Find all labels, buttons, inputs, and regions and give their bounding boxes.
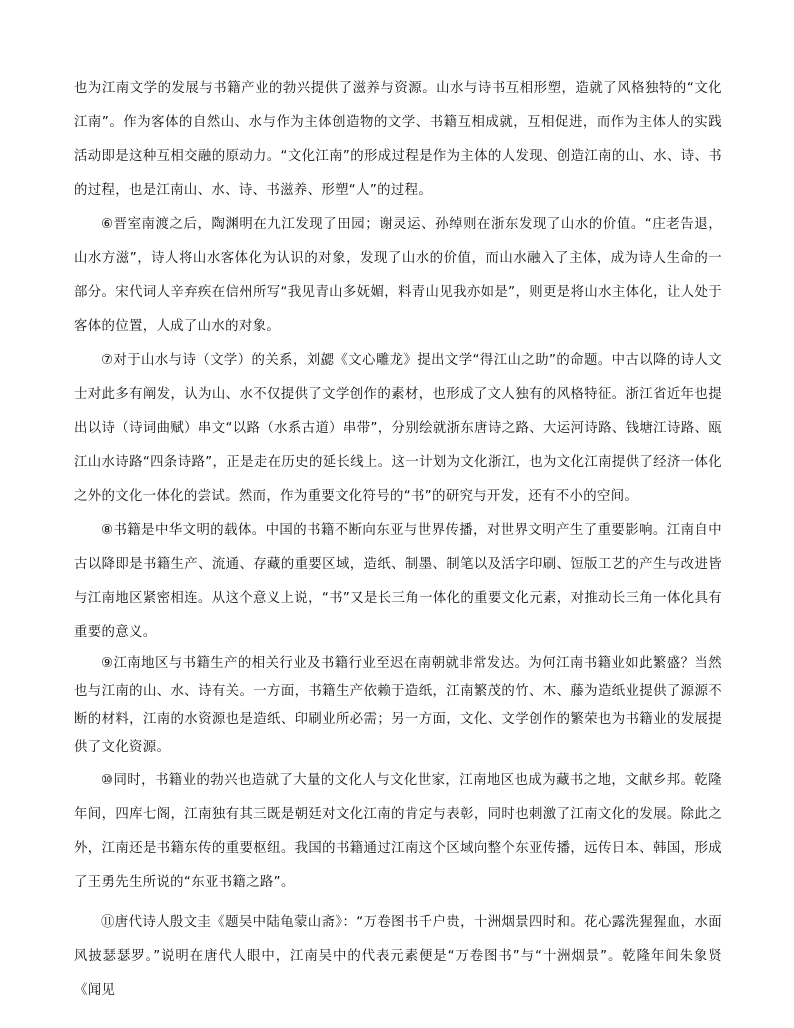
paragraph-9: ⑨江南地区与书籍生产的相关行业及书籍行业至迟在南朝就非常发达。为何江南书籍业如此繁盛？当然也与江南的山、水、诗有关。一方面，书籍生产依赖于造纸，江南繁茂的竹、木、藤为造纸业提供了源源不断的材料，江南的水资源也是造纸、印刷业所必需；另一方面，文化、文学创作的繁荣也为书籍业的发展提供了文化资源。 [74,656,722,755]
paragraph-11: ⑪唐代诗人殷文圭《题吴中陆龟蒙山斋》：“万卷图书千户贵，十洲烟景四时和。花心露洗猩猩血，水面风披瑟瑟罗。”说明在唐代人眼中，江南吴中的代表元素便是“万卷图书”与“十洲烟景”。乾隆年间朱象贤《闻见 [74,915,722,998]
paragraph-10: ⑩同时，书籍业的勃兴也造就了大量的文化人与文化世家，江南地区也成为藏书之地，文献乡邦。乾隆年间，四库七阁，江南独有其三既是朝廷对文化江南的肯定与表彰，同时也刺激了江南文化的发展。除此之外，江南还是书籍东传的重要枢纽。我国的书籍通过江南这个区域向整个东亚传播，远传日本、韩国，形成了王勇先生所说的“东亚书籍之路”。 [74,773,722,890]
paragraph-7: ⑦对于山水与诗（文学）的关系，刘勰《文心雕龙》提出文学“得江山之助”的命题。中古以降的诗人文士对此多有阐发，认为山、水不仅提供了文学创作的素材，也形成了文人独有的风格特征。浙江省近年也提出以诗（诗词曲赋）串文“以路（水系古道）串带”，分别绘就浙东唐诗之路、大运河诗路、钱塘江诗路、瓯江山水诗路“四条诗路”，正是走在历史的延长线上。这一计划为文化浙江，也为文化江南提供了经济一体化之外的文化一体化的尝试。然而，作为重要文化符号的“书”的研究与开发，还有不小的空间。 [74,353,722,504]
paragraph-8: ⑧书籍是中华文明的载体。中国的书籍不断向东亚与世界传播，对世界文明产生了重要影响。江南自中古以降即是书籍生产、流通、存藏的重要区域，造纸、制墨、制笔以及活字印刷、饾版工艺的产生与改进皆与江南地区紧密相连。从这个意义上说，“书”又是长三角一体化的重要文化元素，对推动长三角一体化具有重要的意义。 [74,523,722,640]
paragraph-intro: 也为江南文学的发展与书籍产业的勃兴提供了滋养与资源。山水与诗书互相形塑，造就了风格独特的“文化江南”。作为客体的自然山、水与作为主体创造物的文学、书籍互相成就，互相促进，而作为主体人的实践活动即是这种互相交融的原动力。“文化江南”的形成过程是作为主体的人发现、创造江南的山、水、诗、书的过程，也是江南山、水、诗、书滋养、形塑“人”的过程。 [74,81,722,198]
paragraph-6: ⑥晋室南渡之后，陶渊明在九江发现了田园；谢灵运、孙绰则在浙东发现了山水的价值。“庄老告退，山水方滋”，诗人将山水客体化为认识的对象，发现了山水的价值，而山水融入了主体，成为诗人生命的一部分。宋代词人辛弃疾在信州所写“我见青山多妩媚，料青山见我亦如是”，则更是将山水主体化，让人处于客体的位置，人成了山水的对象。 [74,217,722,334]
document-body [74,72,722,1008]
